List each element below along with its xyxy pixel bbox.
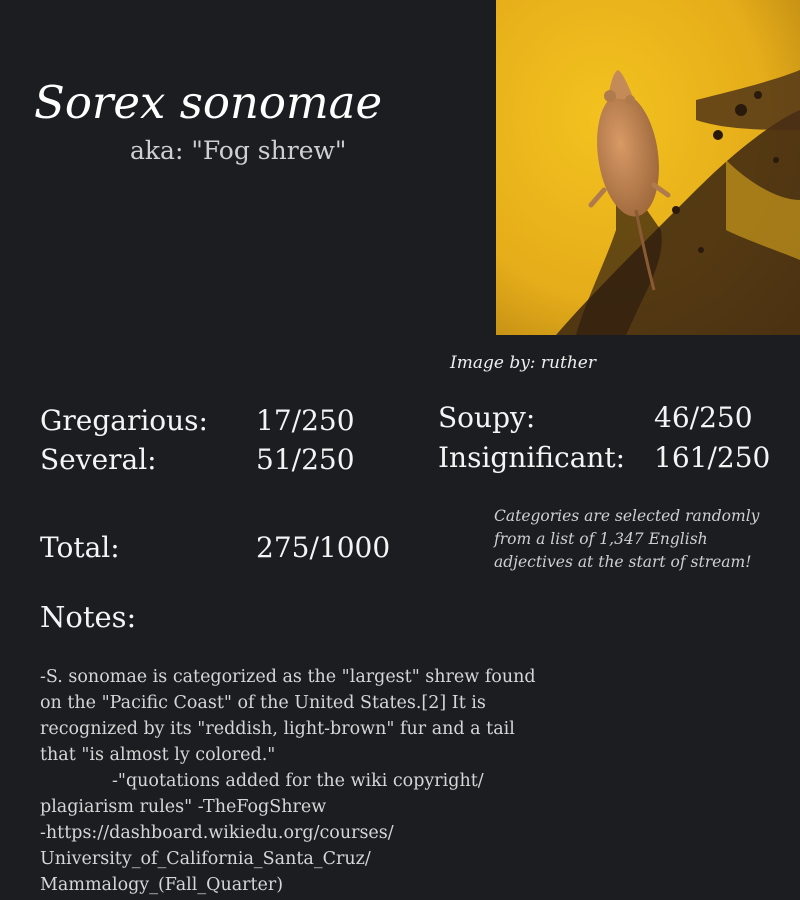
shrew-photo [496,0,800,335]
categories-note-line: adjectives at the start of stream! [494,553,752,571]
image-credit: Image by: ruther [450,353,596,373]
common-name: aka: "Fog shrew" [130,136,347,165]
stat-label-soupy: Soupy: [438,401,536,434]
stat-value-gregarious: 17/250 [256,404,355,437]
notes-line: on the "Pacific Coast" of the United States.[2] It is [40,693,486,713]
categories-note [494,505,764,574]
categories-note-line: Categories are selected randomly [494,507,760,525]
notes-body [40,664,536,898]
notes-line: that "is almost ly colored." [40,745,276,765]
total-value: 275/1000 [256,531,391,564]
stat-label-several: Several: [40,443,157,476]
notes-line: Mammalogy_(Fall_Quarter) [40,875,284,895]
stat-value-insignificant: 161/250 [654,441,771,474]
notes-line: -S. sonomae is categorized as the "largest" shrew found [40,667,536,687]
stat-label-gregarious: Gregarious: [40,404,208,437]
notes-line: -https://dashboard.wikiedu.org/courses/ [40,823,394,843]
stat-value-soupy: 46/250 [654,401,753,434]
notes-line: plagiarism rules" -TheFogShrew [40,797,327,817]
notes-line: University_of_California_Santa_Cruz/ [40,849,371,869]
categories-note-line: from a list of 1,347 English [494,530,708,548]
total-label: Total: [40,531,120,564]
page-title: Sorex sonomae [34,76,383,129]
notes-line: -"quotations added for the wiki copyright/ [112,771,484,791]
notes-heading: Notes: [40,600,137,634]
stat-value-several: 51/250 [256,443,355,476]
stat-label-insignificant: Insignificant: [438,441,626,474]
notes-line: recognized by its "reddish, light-brown" fur and a tail [40,719,515,739]
